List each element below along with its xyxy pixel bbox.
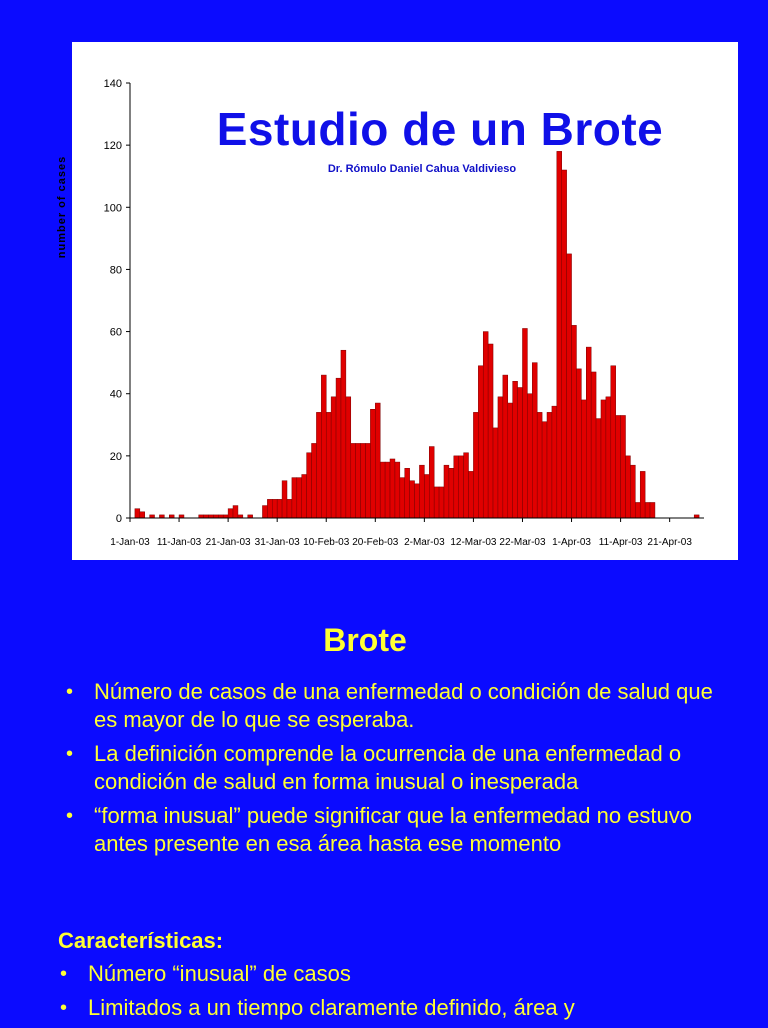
bar xyxy=(650,502,655,518)
bar xyxy=(478,366,483,518)
bar xyxy=(351,443,356,518)
bar xyxy=(375,403,380,518)
bar xyxy=(562,170,567,518)
y-tick-label: 140 xyxy=(103,78,122,90)
bar xyxy=(405,468,410,518)
x-tick-label: 20-Feb-03 xyxy=(352,537,399,548)
x-tick-label: 12-Mar-03 xyxy=(450,537,497,548)
bar xyxy=(483,332,488,518)
x-tick-label: 31-Jan-03 xyxy=(254,537,300,548)
bar xyxy=(361,443,366,518)
bar xyxy=(630,465,635,518)
bar xyxy=(267,499,272,518)
bar xyxy=(380,462,385,518)
y-tick-label: 40 xyxy=(109,388,122,401)
x-tick-label: 1-Jan-03 xyxy=(110,537,150,548)
bar xyxy=(419,465,424,518)
bar xyxy=(400,478,405,518)
definition-list xyxy=(64,678,714,864)
bar xyxy=(586,347,591,518)
x-tick-label: 22-Mar-03 xyxy=(499,537,546,548)
bar xyxy=(228,509,233,518)
y-tick-label: 80 xyxy=(109,264,122,277)
bar xyxy=(572,325,577,518)
bar xyxy=(601,400,606,518)
bar xyxy=(326,412,331,518)
bar xyxy=(513,381,518,518)
bar xyxy=(488,344,493,518)
bar xyxy=(292,478,297,518)
bar xyxy=(635,502,640,518)
bar xyxy=(439,487,444,518)
bar xyxy=(626,456,631,518)
x-tick-label: 11-Apr-03 xyxy=(598,537,643,548)
bar xyxy=(434,487,439,518)
bar xyxy=(307,453,312,518)
bar xyxy=(591,372,596,518)
y-tick-label: 120 xyxy=(103,140,122,153)
author-name: Dr. Rómulo Daniel Cahua Valdivieso xyxy=(327,163,517,175)
y-tick-label: 20 xyxy=(109,450,122,463)
bar xyxy=(596,419,601,518)
y-axis-label: number of cases xyxy=(56,155,68,259)
bar xyxy=(537,412,542,518)
bar xyxy=(336,378,341,518)
bar xyxy=(316,412,321,518)
x-tick-label: 2-Mar-03 xyxy=(404,537,445,548)
bar xyxy=(287,499,292,518)
bar xyxy=(469,471,474,518)
bar xyxy=(282,481,287,518)
characteristics-heading: Características: xyxy=(58,928,224,953)
bar xyxy=(518,388,523,519)
bar xyxy=(640,471,645,518)
section-title: Brote xyxy=(323,622,407,658)
bar xyxy=(542,422,547,518)
x-tick-label: 11-Jan-03 xyxy=(156,537,202,548)
bar xyxy=(385,462,390,518)
bar xyxy=(365,443,370,518)
x-tick-label: 21-Jan-03 xyxy=(205,537,251,548)
x-tick-label: 1-Apr-03 xyxy=(552,537,591,548)
bar xyxy=(135,509,140,518)
bar xyxy=(473,412,478,518)
bar xyxy=(557,151,562,518)
bar xyxy=(277,499,282,518)
bar xyxy=(493,428,498,518)
list-item: • Limitados a un tiempo claramente definido, área y xyxy=(58,994,738,1022)
y-tick-label: 0 xyxy=(115,513,122,525)
list-item: • “forma inusual” puede significar que la enfermedad no estuvo antes presente en esa área hasta ese momento xyxy=(64,802,714,858)
bar xyxy=(346,397,351,518)
bar xyxy=(272,499,277,518)
bar xyxy=(449,468,454,518)
list-item: • La definición comprende la ocurrencia de una enfermedad o condición de salud en forma inusual o inesperada xyxy=(64,740,714,796)
slide-title: Estudio de un Brote xyxy=(216,103,664,155)
bar xyxy=(527,394,532,518)
bar xyxy=(321,375,326,518)
bar xyxy=(395,462,400,518)
bar xyxy=(410,481,415,518)
bar xyxy=(532,363,537,518)
y-tick-label: 100 xyxy=(103,202,122,215)
bar xyxy=(611,366,616,518)
bar xyxy=(444,465,449,518)
bar xyxy=(302,475,307,519)
bar xyxy=(297,478,302,518)
bar xyxy=(424,475,429,519)
bar xyxy=(645,502,650,518)
chart-panel xyxy=(56,42,738,560)
y-tick-label: 60 xyxy=(109,326,122,339)
bar xyxy=(331,397,336,518)
bar xyxy=(522,328,527,518)
bar xyxy=(547,412,552,518)
bar xyxy=(415,484,420,518)
bar xyxy=(429,447,434,518)
x-tick-label: 10-Feb-03 xyxy=(303,537,350,548)
bar xyxy=(459,456,464,518)
bar xyxy=(616,415,621,518)
bar xyxy=(581,400,586,518)
bar xyxy=(370,409,375,518)
bar xyxy=(576,369,581,518)
bar xyxy=(606,397,611,518)
x-tick-label: 21-Apr-03 xyxy=(647,537,692,548)
bar xyxy=(464,453,469,518)
bar xyxy=(508,403,513,518)
bar xyxy=(621,415,626,518)
bar xyxy=(552,406,557,518)
bar xyxy=(567,254,572,518)
bar xyxy=(503,375,508,518)
bar xyxy=(390,459,395,518)
bar xyxy=(262,506,267,518)
bar xyxy=(356,443,361,518)
bar xyxy=(341,350,346,518)
bar xyxy=(312,443,317,518)
characteristics-list xyxy=(58,960,738,1028)
bar xyxy=(140,512,145,518)
bar xyxy=(454,456,459,518)
bar xyxy=(233,506,238,518)
bar xyxy=(498,397,503,518)
list-item: • Número de casos de una enfermedad o condición de salud que es mayor de lo que se esperaba. xyxy=(64,678,714,734)
list-item: • Número “inusual” de casos xyxy=(58,960,738,988)
